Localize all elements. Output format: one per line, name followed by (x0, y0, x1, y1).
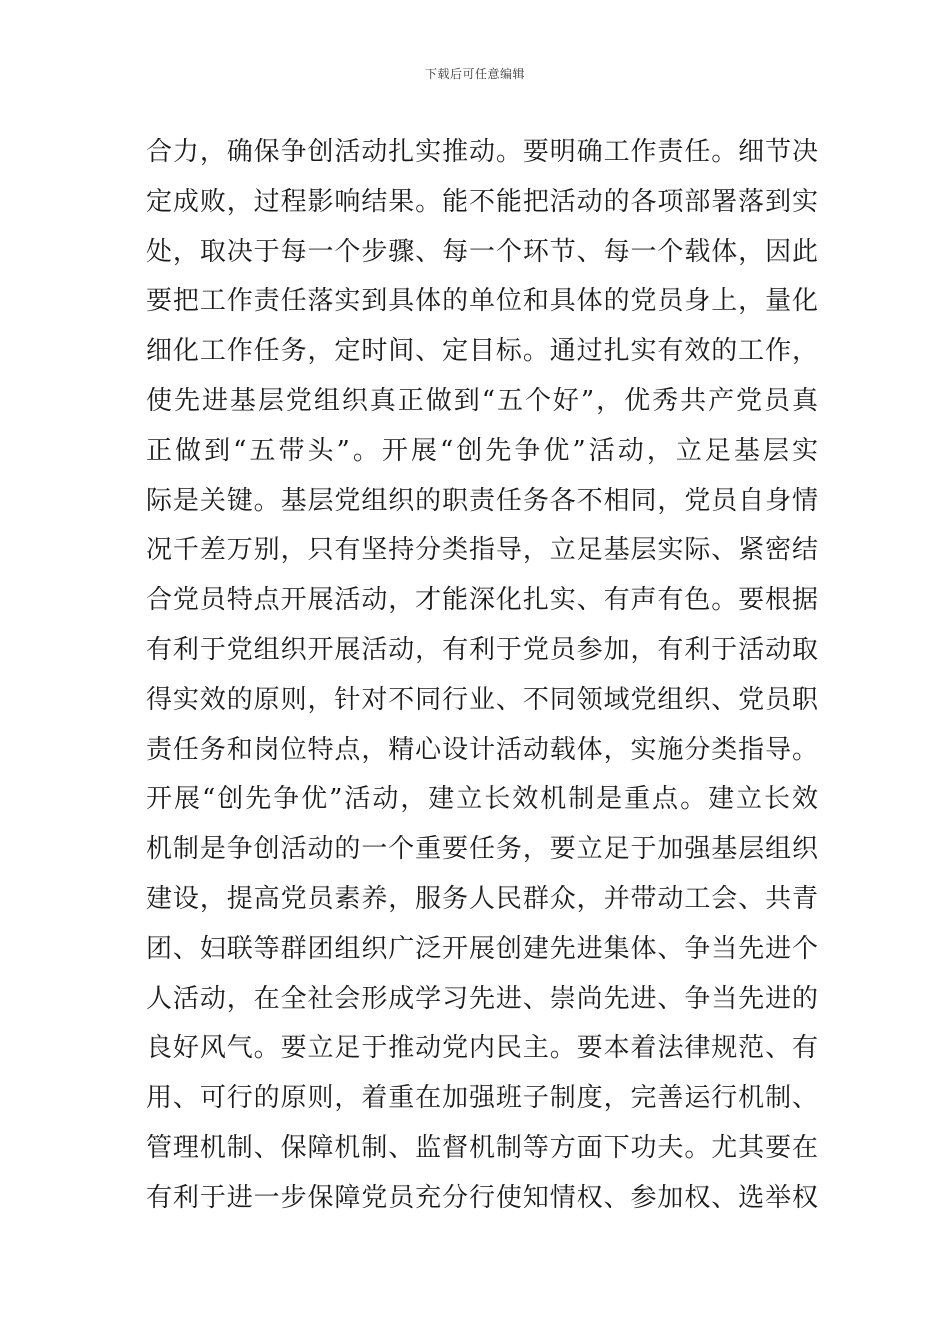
text-line: 机制是争创活动的一个重要任务，要立足于加强基层组织 (146, 834, 818, 865)
text-line: 开展“创先争优”活动，建立长效机制是重点。建立长效 (146, 784, 818, 815)
text-line: 良好风气。要立足于推动党内民主。要本着法律规范、有 (146, 1033, 818, 1064)
text-line: 定成败，过程影响结果。能不能把活动的各项部署落到实 (146, 186, 818, 217)
text-line: 正做到“五带头”。开展“创先争优”活动，立足基层实 (146, 435, 818, 466)
text-line: 团、妇联等群团组织广泛开展创建先进集体、争当先进个 (146, 933, 818, 964)
text-line: 管理机制、保障机制、监督机制等方面下功夫。尤其要在 (146, 1132, 818, 1163)
text-line: 使先进基层党组织真正做到“五个好”，优秀共产党员真 (146, 385, 818, 416)
text-line: 有利于进一步保障党员充分行使知情权、参加权、选举权 (146, 1182, 818, 1213)
text-line: 合力，确保争创活动扎实推动。要明确工作责任。细节决 (146, 137, 818, 167)
text-line: 要把工作责任落实到具体的单位和具体的党员身上，量化 (146, 286, 818, 317)
text-line: 处，取决于每一个步骤、每一个环节、每一个载体，因此 (146, 236, 818, 267)
text-line: 合党员特点开展活动，才能深化扎实、有声有色。要根据 (146, 585, 818, 616)
text-line: 建设，提高党员素养，服务人民群众，并带动工会、共青 (146, 883, 818, 914)
text-line: 用、可行的原则，着重在加强班子制度，完善运行机制、 (146, 1083, 818, 1114)
page-header-note: 下载后可任意编辑 (424, 67, 525, 81)
text-line: 有利于党组织开展活动，有利于党员参加，有利于活动取 (146, 634, 818, 665)
document-body (146, 128, 818, 1224)
text-line: 际是关键。基层党组织的职责任务各不相同，党员自身情 (146, 485, 818, 516)
text-line: 细化工作任务，定时间、定目标。通过扎实有效的工作， (146, 336, 818, 367)
text-line: 况千差万别，只有坚持分类指导，立足基层实际、紧密结 (146, 535, 818, 566)
text-line: 人活动，在全社会形成学习先进、崇尚先进、争当先进的 (146, 983, 818, 1014)
text-line: 责任务和岗位特点，精心设计活动载体，实施分类指导。 (146, 734, 818, 765)
text-line: 得实效的原则，针对不同行业、不同领域党组织、党员职 (146, 684, 818, 715)
